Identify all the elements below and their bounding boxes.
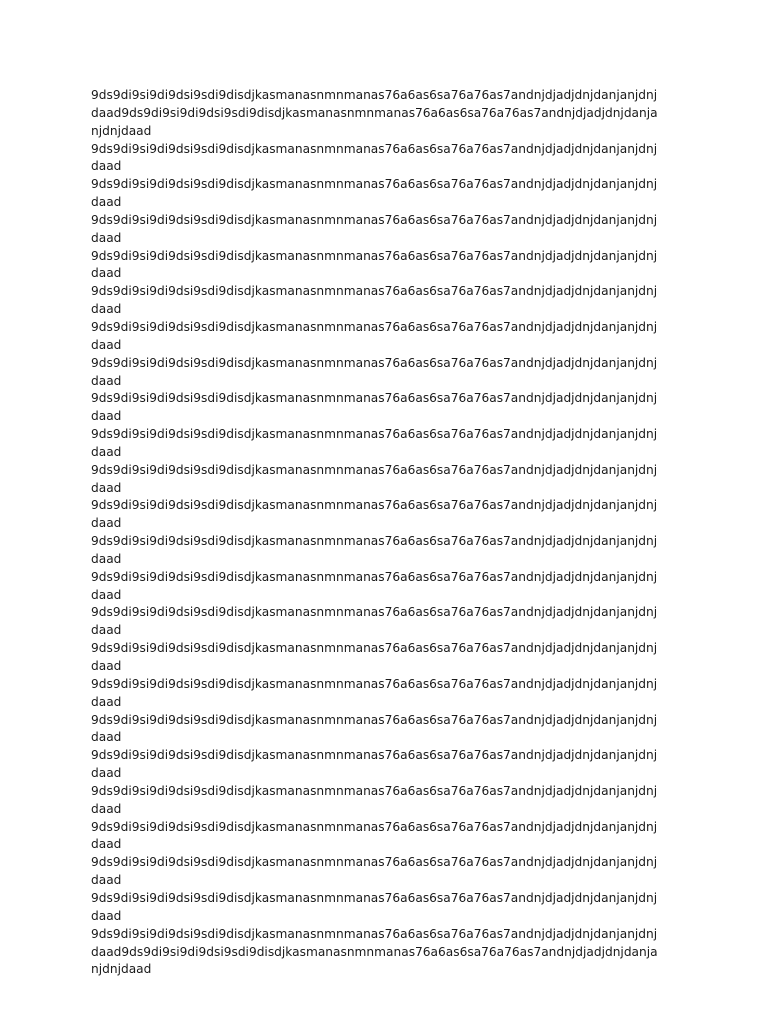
paragraph-5: 9ds9di9si9di9dsi9sdi9disdjkasmanasnmnmanas76a6as6sa76a76as7andnjdjadjdnjdanjanjdnj daad bbox=[91, 248, 658, 281]
paragraph-11: 9ds9di9si9di9dsi9sdi9disdjkasmanasnmnmanas76a6as6sa76a76as7andnjdjadjdnjdanjanjdnj daad bbox=[91, 462, 658, 495]
paragraph-16: 9ds9di9si9di9dsi9sdi9disdjkasmanasnmnmanas76a6as6sa76a76as7andnjdjadjdnjdanjanjdnj daad bbox=[91, 641, 658, 673]
paragraph-7: 9ds9di9si9di9dsi9sdi9disdjkasmanasnmnmanas76a6as6sa76a76as7andnjdjadjdnjdanjanjdnj daad bbox=[91, 319, 658, 352]
paragraph-3: 9ds9di9si9di9dsi9sdi9disdjkasmanasnmnmanas76a6as6sa76a76as7andnjdjadjdnjdanjanjdnj daad bbox=[91, 177, 658, 210]
paragraph-6: 9ds9di9si9di9dsi9sdi9disdjkasmanasnmnmanas76a6as6sa76a76as7andnjdjadjdnjdanjanjdnj daad bbox=[91, 284, 658, 317]
paragraph-8: 9ds9di9si9di9dsi9sdi9disdjkasmanasnmnmanas76a6as6sa76a76as7andnjdjadjdnjdanjanjdnj daad bbox=[91, 355, 658, 388]
paragraph-21: 9ds9di9si9di9dsi9sdi9disdjkasmanasnmnmanas76a6as6sa76a76as7andnjdjadjdnjdanjanjdnj daad bbox=[91, 819, 658, 852]
paragraph-1: 9ds9di9si9di9dsi9sdi9disdjkasmanasnmnmanas76a6as6sa76a76as7andnjdjadjdnjdanjanjdnj daad9ds9di9si9di9dsi9sdi9disdjkasmanasnmnmanas76a6as6sa76a76as7andnjdjadjdnjdanja njdnjdaad bbox=[91, 88, 658, 138]
paragraph-23: 9ds9di9si9di9dsi9sdi9disdjkasmanasnmnmanas76a6as6sa76a76as7andnjdjadjdnjdanjanjdnj daad bbox=[91, 890, 658, 923]
paragraph-18: 9ds9di9si9di9dsi9sdi9disdjkasmanasnmnmanas76a6as6sa76a76as7andnjdjadjdnjdanjanjdnj daad bbox=[91, 712, 658, 745]
document-page bbox=[91, 87, 681, 979]
paragraph-10: 9ds9di9si9di9dsi9sdi9disdjkasmanasnmnmanas76a6as6sa76a76as7andnjdjadjdnjdanjanjdnj daad bbox=[91, 427, 658, 459]
paragraph-17: 9ds9di9si9di9dsi9sdi9disdjkasmanasnmnmanas76a6as6sa76a76as7andnjdjadjdnjdanjanjdnj daad bbox=[91, 676, 658, 709]
paragraph-20: 9ds9di9si9di9dsi9sdi9disdjkasmanasnmnmanas76a6as6sa76a76as7andnjdjadjdnjdanjanjdnj daad bbox=[91, 783, 658, 816]
paragraph-22: 9ds9di9si9di9dsi9sdi9disdjkasmanasnmnmanas76a6as6sa76a76as7andnjdjadjdnjdanjanjdnj daad bbox=[91, 855, 658, 888]
paragraph-9: 9ds9di9si9di9dsi9sdi9disdjkasmanasnmnmanas76a6as6sa76a76as7andnjdjadjdnjdanjanjdnj daad bbox=[91, 391, 658, 424]
paragraph-19: 9ds9di9si9di9dsi9sdi9disdjkasmanasnmnmanas76a6as6sa76a76as7andnjdjadjdnjdanjanjdnj daad bbox=[91, 748, 658, 781]
paragraph-12: 9ds9di9si9di9dsi9sdi9disdjkasmanasnmnmanas76a6as6sa76a76as7andnjdjadjdnjdanjanjdnj daad bbox=[91, 498, 658, 531]
paragraph-15: 9ds9di9si9di9dsi9sdi9disdjkasmanasnmnmanas76a6as6sa76a76as7andnjdjadjdnjdanjanjdnj daad bbox=[91, 605, 658, 638]
paragraph-13: 9ds9di9si9di9dsi9sdi9disdjkasmanasnmnmanas76a6as6sa76a76as7andnjdjadjdnjdanjanjdnj daad bbox=[91, 534, 658, 566]
paragraph-2: 9ds9di9si9di9dsi9sdi9disdjkasmanasnmnmanas76a6as6sa76a76as7andnjdjadjdnjdanjanjdnj daad bbox=[91, 141, 658, 174]
paragraph-4: 9ds9di9si9di9dsi9sdi9disdjkasmanasnmnmanas76a6as6sa76a76as7andnjdjadjdnjdanjanjdnj daad bbox=[91, 212, 658, 245]
paragraph-24: 9ds9di9si9di9dsi9sdi9disdjkasmanasnmnmanas76a6as6sa76a76as7andnjdjadjdnjdanjanjdnj daad9ds9di9si9di9dsi9sdi9disdjkasmanasnmnmanas76a6as6sa76a76as7andnjdjadjdnjdanja njdnjdaad bbox=[91, 926, 658, 977]
paragraph-14: 9ds9di9si9di9dsi9sdi9disdjkasmanasnmnmanas76a6as6sa76a76as7andnjdjadjdnjdanjanjdnj daad bbox=[91, 569, 658, 602]
